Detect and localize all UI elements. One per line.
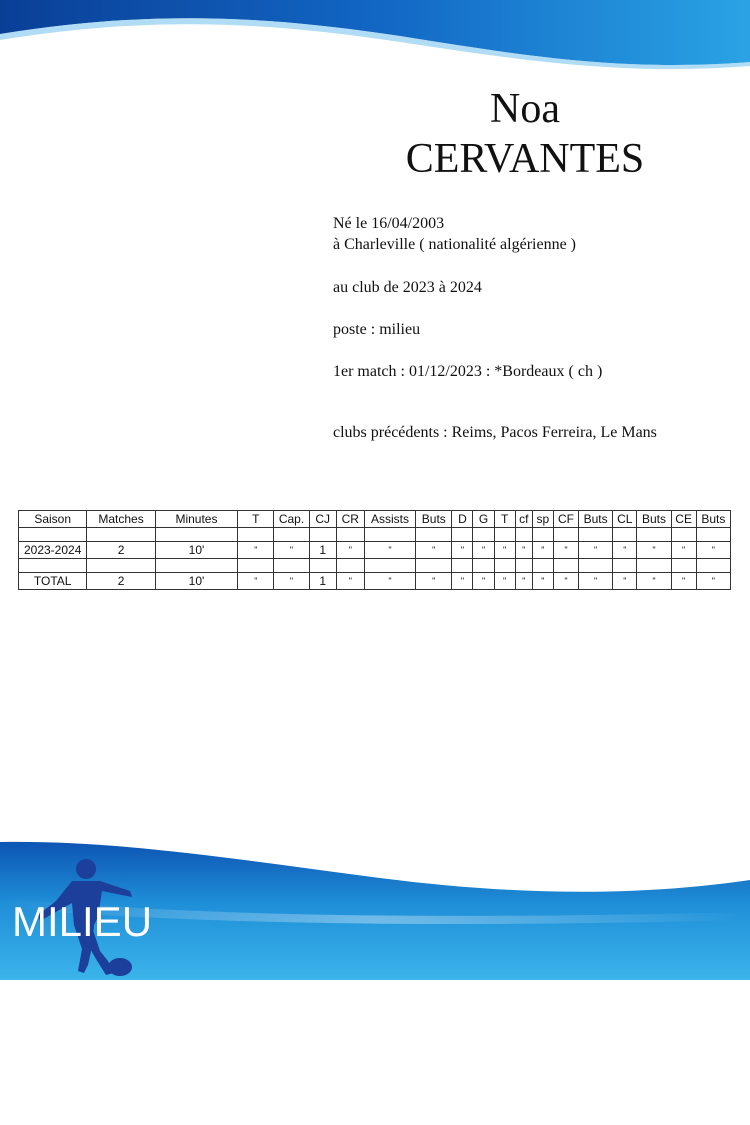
table-cell: ": [579, 542, 613, 559]
table-cell: ": [532, 542, 553, 559]
table-header-cell: Buts: [579, 511, 613, 528]
table-cell-empty: [579, 528, 613, 542]
table-header-cell: CF: [553, 511, 578, 528]
table-cell-empty: [494, 528, 515, 542]
table-cell-empty: [336, 559, 364, 573]
table-cell-empty: [671, 528, 696, 542]
table-cell-empty: [364, 528, 415, 542]
table-cell-empty: [274, 528, 309, 542]
table-cell: 1: [309, 573, 336, 590]
table-cell-empty: [579, 559, 613, 573]
table-header-cell: Assists: [364, 511, 415, 528]
table-cell-empty: [336, 528, 364, 542]
table-cell: 2023-2024: [19, 542, 87, 559]
table-cell-empty: [532, 559, 553, 573]
table-cell-empty: [532, 528, 553, 542]
table-cell: ": [416, 573, 452, 590]
table-cell: ": [671, 542, 696, 559]
table-header-cell: Buts: [637, 511, 671, 528]
table-cell-empty: [19, 559, 87, 573]
table-cell: ": [336, 542, 364, 559]
table-cell-empty: [364, 559, 415, 573]
table-cell: ": [494, 542, 515, 559]
table-cell-empty: [238, 559, 274, 573]
table-cell: ": [416, 542, 452, 559]
table-cell-empty: [637, 528, 671, 542]
table-cell-empty: [494, 559, 515, 573]
table-cell-empty: [452, 559, 473, 573]
table-header-cell: Buts: [696, 511, 730, 528]
table-cell: ": [452, 573, 473, 590]
table-cell-empty: [613, 559, 637, 573]
table-cell: ": [637, 542, 671, 559]
player-name: [380, 84, 670, 184]
table-cell-empty: [473, 559, 494, 573]
table-cell: ": [274, 542, 309, 559]
table-cell: 2: [87, 573, 155, 590]
table-cell: ": [473, 542, 494, 559]
table-cell-empty: [238, 528, 274, 542]
table-header-cell: Buts: [416, 511, 452, 528]
table-header-cell: Cap.: [274, 511, 309, 528]
table-header-cell: cf: [515, 511, 532, 528]
table-cell-empty: [155, 528, 237, 542]
table-cell-empty: [671, 559, 696, 573]
table-cell-empty: [155, 559, 237, 573]
table-cell: ": [696, 573, 730, 590]
player-last-name: CERVANTES: [405, 136, 645, 182]
table-cell: 2: [87, 542, 155, 559]
table-header-cell: Minutes: [155, 511, 237, 528]
table-cell: ": [671, 573, 696, 590]
table-cell: ": [637, 573, 671, 590]
table-cell-empty: [637, 559, 671, 573]
table-cell: ": [613, 573, 637, 590]
table-header-cell: D: [452, 511, 473, 528]
table-cell-empty: [515, 559, 532, 573]
table-cell-empty: [309, 559, 336, 573]
table-cell-empty: [553, 528, 578, 542]
table-cell: ": [515, 573, 532, 590]
table-spacer-row: [19, 559, 731, 573]
table-header-cell: Matches: [87, 511, 155, 528]
table-cell: ": [515, 542, 532, 559]
table-cell: ": [452, 542, 473, 559]
table-header-cell: CL: [613, 511, 637, 528]
first-match: 1er match : 01/12/2023 : *Bordeaux ( ch ): [333, 363, 603, 380]
table-cell: ": [494, 573, 515, 590]
position: poste : milieu: [333, 321, 421, 338]
table-cell: TOTAL: [19, 573, 87, 590]
table-cell: 1: [309, 542, 336, 559]
birth-place: à Charleville ( nationalité algérienne ): [333, 236, 576, 253]
table-header-cell: CE: [671, 511, 696, 528]
stats-table: [18, 510, 731, 590]
table-row-season: [19, 542, 731, 559]
table-header-cell: CJ: [309, 511, 336, 528]
table-cell: ": [364, 542, 415, 559]
birth-date: Né le 16/04/2003: [333, 215, 445, 232]
table-cell-empty: [416, 559, 452, 573]
table-header-cell: sp: [532, 511, 553, 528]
table-cell: ": [553, 542, 578, 559]
position-band-label: MILIEU: [12, 898, 153, 945]
table-header-cell: T: [238, 511, 274, 528]
table-cell: ": [553, 573, 578, 590]
table-row-total: [19, 573, 731, 590]
table-cell-empty: [274, 559, 309, 573]
table-cell-empty: [452, 528, 473, 542]
previous-clubs: clubs précédents : Reims, Pacos Ferreira, Le Mans: [333, 424, 657, 441]
table-cell-empty: [19, 528, 87, 542]
club-period: au club de 2023 à 2024: [333, 279, 482, 296]
table-cell: ": [532, 573, 553, 590]
table-spacer-row: [19, 528, 731, 542]
table-cell-empty: [696, 528, 730, 542]
table-cell: ": [613, 542, 637, 559]
player-info: [333, 213, 733, 443]
table-cell-empty: [473, 528, 494, 542]
table-cell-empty: [613, 528, 637, 542]
table-cell-empty: [696, 559, 730, 573]
table-header-cell: Saison: [19, 511, 87, 528]
table-cell: ": [364, 573, 415, 590]
table-cell-empty: [416, 528, 452, 542]
table-cell: ": [238, 542, 274, 559]
table-header-cell: G: [473, 511, 494, 528]
table-cell-empty: [87, 559, 155, 573]
table-cell: 10': [155, 573, 237, 590]
table-cell: ": [696, 542, 730, 559]
table-cell-empty: [87, 528, 155, 542]
table-cell: ": [336, 573, 364, 590]
table-cell-empty: [309, 528, 336, 542]
table-header-row: [19, 511, 731, 528]
table-cell: ": [274, 573, 309, 590]
table-header-cell: T: [494, 511, 515, 528]
table-cell-empty: [515, 528, 532, 542]
table-cell: 10': [155, 542, 237, 559]
table-cell: ": [579, 573, 613, 590]
player-first-name: Noa: [490, 86, 560, 132]
table-header-cell: CR: [336, 511, 364, 528]
top-wave-decoration: [0, 0, 750, 90]
table-cell: ": [473, 573, 494, 590]
table-cell-empty: [553, 559, 578, 573]
table-cell: ": [238, 573, 274, 590]
